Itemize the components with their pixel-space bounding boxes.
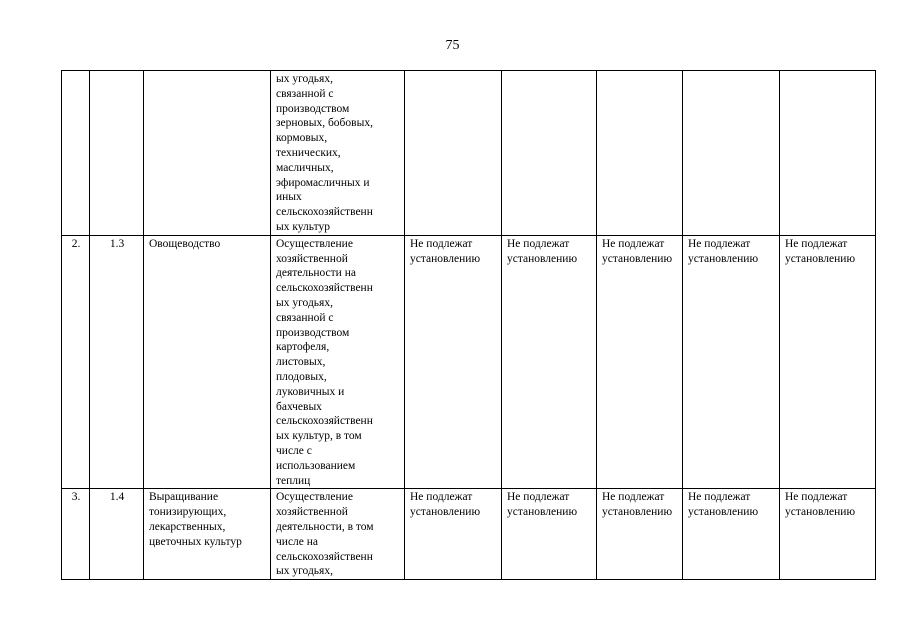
parameter-cell: Не подлежат установлению: [597, 235, 683, 489]
table-row: [62, 489, 876, 580]
parameter-cell: [597, 71, 683, 236]
use-name-cell: Овощеводство: [144, 235, 271, 489]
table-row: [62, 235, 876, 489]
use-name-cell: [144, 71, 271, 236]
row-number-cell: [62, 71, 90, 236]
parameter-cell: [683, 71, 780, 236]
description-cell: Осуществление хозяйственной деятельности, в том числе на сельскохозяйственн ых угодьях,: [271, 489, 405, 580]
row-number-cell: 2.: [62, 235, 90, 489]
parameter-cell: Не подлежат установлению: [597, 489, 683, 580]
description-cell: ых угодьях, связанной с производством зерновых, бобовых, кормовых, технических, масличных, эфиромасличных и иных сельскохозяйственн ых культур: [271, 71, 405, 236]
row-number-cell: 3.: [62, 489, 90, 580]
parameter-cell: Не подлежат установлению: [683, 489, 780, 580]
parameter-cell: Не подлежат установлению: [780, 235, 876, 489]
parameter-cell: [405, 71, 502, 236]
code-cell: [90, 71, 144, 236]
page-number: 75: [445, 38, 460, 53]
parameter-cell: [780, 71, 876, 236]
use-name-cell: Выращивание тонизирующих, лекарственных, цветочных культур: [144, 489, 271, 580]
code-cell: 1.3: [90, 235, 144, 489]
parameter-cell: Не подлежат установлению: [405, 489, 502, 580]
parameter-cell: [502, 71, 597, 236]
table-row: [62, 71, 876, 236]
code-cell: 1.4: [90, 489, 144, 580]
parameter-cell: Не подлежат установлению: [502, 489, 597, 580]
parameter-cell: Не подлежат установлению: [780, 489, 876, 580]
description-cell: Осуществление хозяйственной деятельности на сельскохозяйственн ых угодьях, связанной с производством картофеля, листовых, плодовых, луковичных и бахчевых сельскохозяйственн ых культур, в том числе с использованием теплиц: [271, 235, 405, 489]
parameter-cell: Не подлежат установлению: [405, 235, 502, 489]
land-use-table: [61, 70, 876, 580]
parameter-cell: Не подлежат установлению: [502, 235, 597, 489]
parameter-cell: Не подлежат установлению: [683, 235, 780, 489]
